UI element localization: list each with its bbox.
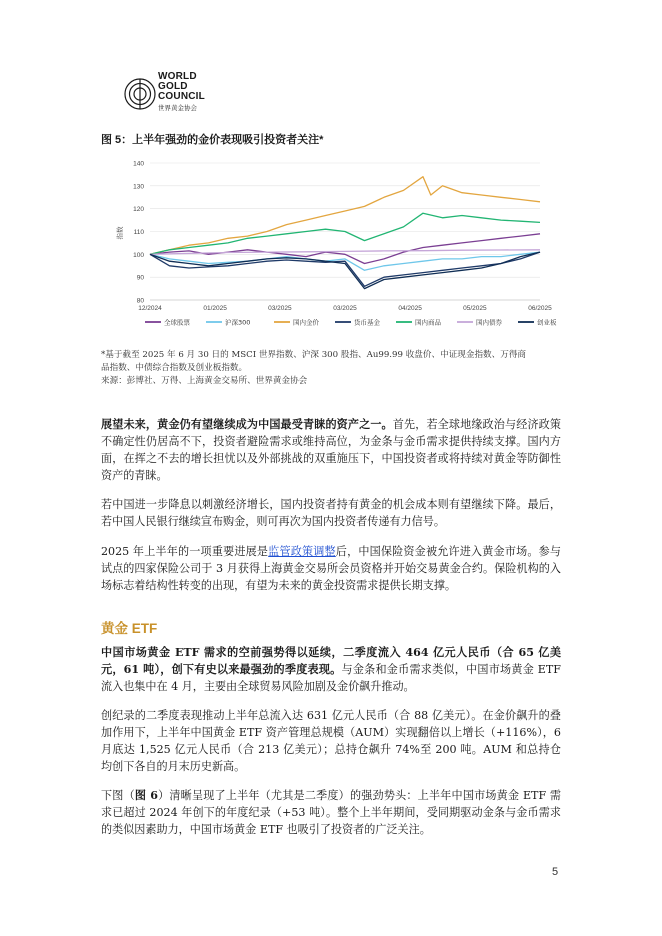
paragraph-insurance: 2025 年上半年的一项重要进展是监管政策调整后，中国保险资金被允许进入黄金市场。参与试点的四家保险公司于 3 月获得上海黄金交易所会员资格并开始交易黄金合约。保险机构的入场标志着结构性转变的出现，有望为未来的黄金投资需求提供长期支撑。	[101, 545, 561, 592]
legend-label: 国内债券	[476, 318, 502, 327]
x-tick-label: 03/2025	[333, 305, 357, 312]
x-tick-label: 01/2025	[203, 305, 227, 312]
y-tick-label: 100	[133, 251, 144, 259]
x-tick-label: 12/2024	[138, 305, 162, 312]
note-source: 来源：彭博社、万得、上海黄金交易所、世界黄金协会	[101, 376, 308, 386]
y-tick-label: 140	[133, 160, 144, 168]
figure-6-reference: 图 6	[134, 789, 158, 802]
page-number: 5	[552, 866, 559, 878]
legend-label: 全球股票	[164, 318, 190, 327]
y-tick-label: 80	[136, 297, 144, 305]
logo-wordmark: WORLD GOLD COUNCIL	[158, 71, 205, 102]
logo-subtitle: 世界黄金协会	[158, 105, 197, 112]
note-line-2: 品指数、中债综合指数及创业板指数。	[101, 363, 248, 373]
figure-note	[101, 349, 561, 388]
legend-label: 沪深300	[225, 318, 251, 327]
x-tick-label: 06/2025	[528, 305, 552, 312]
legend-label: 创业板	[537, 318, 557, 327]
regulatory-policy-link[interactable]: 监管政策调整	[268, 545, 336, 558]
paragraph-etf-q2: 中国市场黄金 ETF 需求的空前强势得以延续，二季度流入 464 亿元人民币（合 65 亿美元，61 吨），创下有史以来最强劲的季度表现。与金条和金币需求类似，中国市场黄金 ETF 流入也集中在 4 月，主要由全球贸易风险加剧及金价飙升推动。	[101, 646, 561, 693]
paragraph-figure-6: 下图（图 6）清晰呈现了上半年（尤其是二季度）的强劲势头：上半年中国市场黄金 ETF 需求已超过 2024 年创下的年度纪录（+53 吨）。整个上半年期间，受同期驱动金条与金币需求的类似因素助力，中国市场黄金 ETF 也吸引了投资者的广泛关注。	[101, 789, 561, 836]
note-line-1: *基于截至 2025 年 6 月 30 日的 MSCI 世界指数、沪深 300 股指、Au99.99 收盘价、中证现金指数、万得商	[101, 350, 527, 360]
paragraph-etf-h1: 创纪录的二季度表现推动上半年总流入达 631 亿元人民币（合 88 亿美元）。在金价飙升的叠加作用下，上半年中国黄金 ETF 资产管理总规模（AUM）实现翻倍以上增长（+116%），6 月底达 1,525 亿元人民币（合 213 亿美元）；总持仓飙升 74%至 200 吨。AUM 和总持仓均创下各自的月末历史新高。	[101, 709, 561, 773]
paragraph-outlook-lead: 展望未来，黄金仍有望继续成为中国最受青睐的资产之一。	[101, 418, 393, 431]
legend-label: 货币基金	[354, 318, 380, 327]
figure-title: 图 5：上半年强劲的金价表现吸引投资者关注*	[101, 134, 324, 146]
series-line-国内金价	[150, 177, 540, 255]
y-tick-label: 120	[133, 206, 144, 214]
series-line-国内商品	[150, 213, 540, 254]
legend-label: 国内商品	[415, 318, 441, 327]
y-tick-label: 110	[133, 229, 144, 236]
y-tick-label: 130	[133, 183, 144, 191]
gold-price-index-chart	[100, 155, 560, 335]
series-line-创业板	[150, 252, 540, 289]
x-tick-label: 04/2025	[398, 305, 422, 312]
x-tick-label: 03/2025	[268, 305, 292, 312]
section-heading-gold-etf: 黄金 ETF	[101, 621, 158, 636]
x-tick-label: 05/2025	[463, 305, 487, 312]
paragraph-rate-cut: 若中国进一步降息以刺激经济增长，国内投资者持有黄金的机会成本则有望继续下降。最后，若中国人民银行继续宣布购金，则可再次为国内投资者传递有力信号。	[101, 498, 561, 528]
y-tick-label: 90	[136, 274, 144, 282]
series-line-国内债券	[150, 250, 540, 255]
y-axis-label: 指数	[116, 226, 124, 240]
legend-label: 国内金价	[293, 318, 319, 327]
paragraph-etf-q2-lead: 中国市场黄金 ETF 需求的空前强势得以延续，二季度流入 464 亿元人民币（合 65 亿美元，61 吨），创下有史以来最强劲的季度表现。	[101, 646, 561, 676]
paragraph-outlook: 展望未来，黄金仍有望继续成为中国最受青睐的资产之一。首先，若全球地缘政治与经济政策不确定性仍居高不下，投资者避险需求或维持高位，为金条与金币需求提供持续支撑。国内方面，在挥之不去的增长担忧以及外部挑战的双重施压下，中国投资者或将持续对黄金等防御性资产的青睐。	[101, 418, 561, 482]
